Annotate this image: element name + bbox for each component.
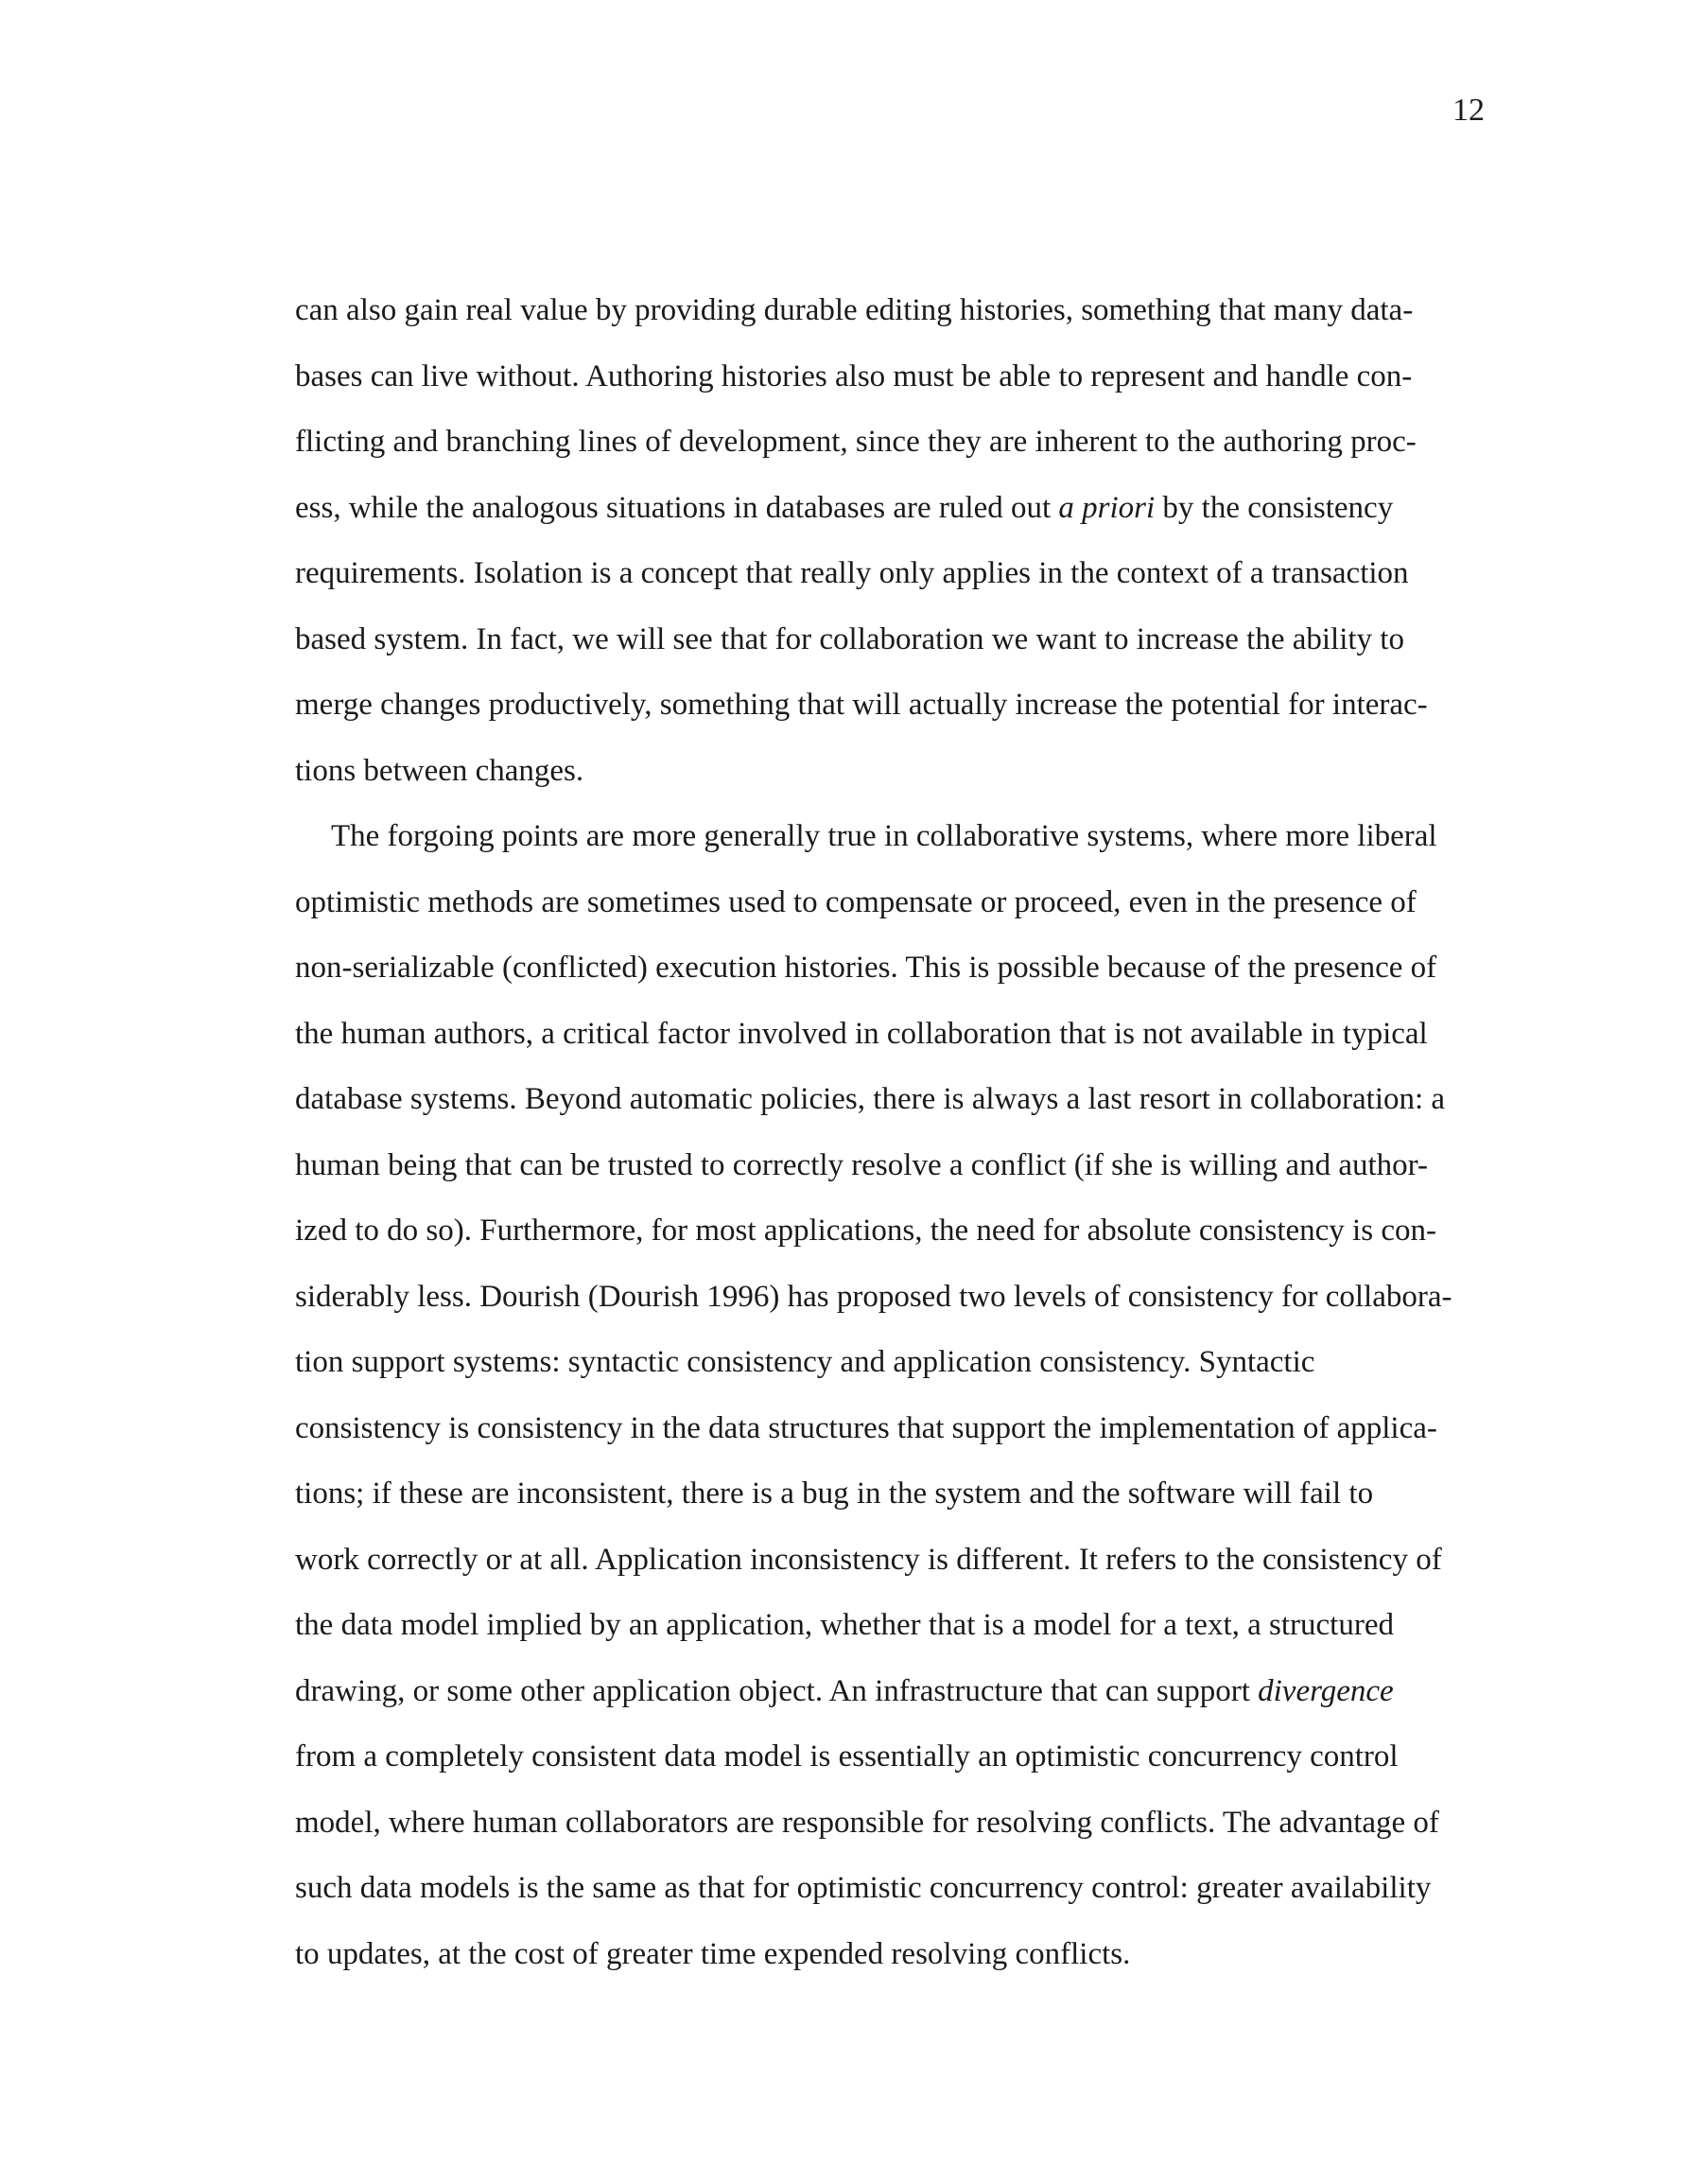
text-segment: the data model implied by an application, whether that is a model for a text, a structured: [295, 1608, 1394, 1642]
text-line: [295, 476, 1487, 542]
text-line: [295, 1133, 1487, 1199]
text-line: [295, 1265, 1487, 1331]
text-segment: work correctly or at all. Application inconsistency is different. It refers to the consistency of: [295, 1542, 1442, 1577]
text-line: [295, 1198, 1487, 1265]
text-line: [295, 1461, 1487, 1528]
text-segment: requirements. Isolation is a concept that really only applies in the context of a transaction: [295, 556, 1409, 590]
text-segment: human being that can be trusted to correctly resolve a conflict (if she is willing and author-: [295, 1147, 1428, 1182]
text-line: [295, 344, 1487, 411]
text-line: [295, 739, 1487, 805]
text-segment: bases can live without. Authoring histories also must be able to represent and handle con-: [295, 358, 1413, 393]
page-number: 12: [1452, 93, 1485, 128]
text-segment: to updates, at the cost of greater time expended resolving conflicts.: [295, 1936, 1131, 1971]
text-line: [295, 541, 1487, 607]
text-line: [295, 278, 1487, 344]
text-segment: consistency is consistency in the data structures that support the implementation of applica-: [295, 1410, 1437, 1445]
italic-text-segment: a priori: [1058, 490, 1156, 525]
body-text: [295, 278, 1487, 1987]
text-segment: ess, while the analogous situations in databases are ruled out: [295, 490, 1059, 525]
text-line: [295, 1724, 1487, 1791]
text-segment: from a completely consistent data model is essentially an optimistic concurrency control: [295, 1739, 1399, 1773]
text-segment: siderably less. Dourish (Dourish 1996) has proposed two levels of consistency for collabora-: [295, 1279, 1452, 1314]
text-segment: merge changes productively, something that will actually increase the potential for interac-: [295, 688, 1428, 722]
text-segment: ized to do so). Furthermore, for most applications, the need for absolute consistency is con-: [295, 1214, 1436, 1248]
text-line: [295, 1528, 1487, 1594]
text-line: [295, 1330, 1487, 1396]
text-line: [295, 1593, 1487, 1659]
text-line: [295, 1659, 1487, 1725]
text-line: [295, 1002, 1487, 1068]
text-line: [295, 1067, 1487, 1133]
text-segment: can also gain real value by providing durable editing histories, something that many data-: [295, 293, 1414, 327]
text-segment: flicting and branching lines of development, since they are inherent to the authoring proc-: [295, 425, 1417, 459]
text-segment: drawing, or some other application object. An infrastructure that can support: [295, 1673, 1259, 1708]
text-segment: such data models is the same as that for optimistic concurrency control: greater availability: [295, 1871, 1432, 1905]
text-line: [295, 804, 1487, 870]
text-line: [295, 410, 1487, 476]
text-segment: tion support systems: syntactic consistency and application consistency. Syntactic: [295, 1345, 1315, 1379]
text-segment: The forgoing points are more generally true in collaborative systems, where more liberal: [331, 819, 1437, 853]
text-line: [295, 607, 1487, 673]
text-line: [295, 1791, 1487, 1857]
text-segment: the human authors, a critical factor involved in collaboration that is not available in typical: [295, 1016, 1428, 1051]
text-line: [295, 1922, 1487, 1988]
text-segment: non-serializable (conflicted) execution histories. This is possible because of the presence of: [295, 951, 1437, 985]
text-segment: by the consistency: [1155, 490, 1394, 525]
text-line: [295, 1856, 1487, 1922]
italic-text-segment: divergence: [1258, 1673, 1394, 1708]
text-segment: optimistic methods are sometimes used to compensate or proceed, even in the presence of: [295, 884, 1417, 919]
text-line: [295, 870, 1487, 936]
text-segment: tions; if these are inconsistent, there is a bug in the system and the software will fail to: [295, 1476, 1374, 1511]
text-segment: tions between changes.: [295, 753, 584, 788]
text-segment: database systems. Beyond automatic policies, there is always a last resort in collaboration: a: [295, 1082, 1446, 1116]
text-line: [295, 673, 1487, 739]
text-segment: based system. In fact, we will see that for collaboration we want to increase the ability to: [295, 621, 1404, 656]
text-line: [295, 935, 1487, 1002]
text-segment: model, where human collaborators are responsible for resolving conflicts. The advantage of: [295, 1805, 1439, 1840]
text-line: [295, 1396, 1487, 1462]
